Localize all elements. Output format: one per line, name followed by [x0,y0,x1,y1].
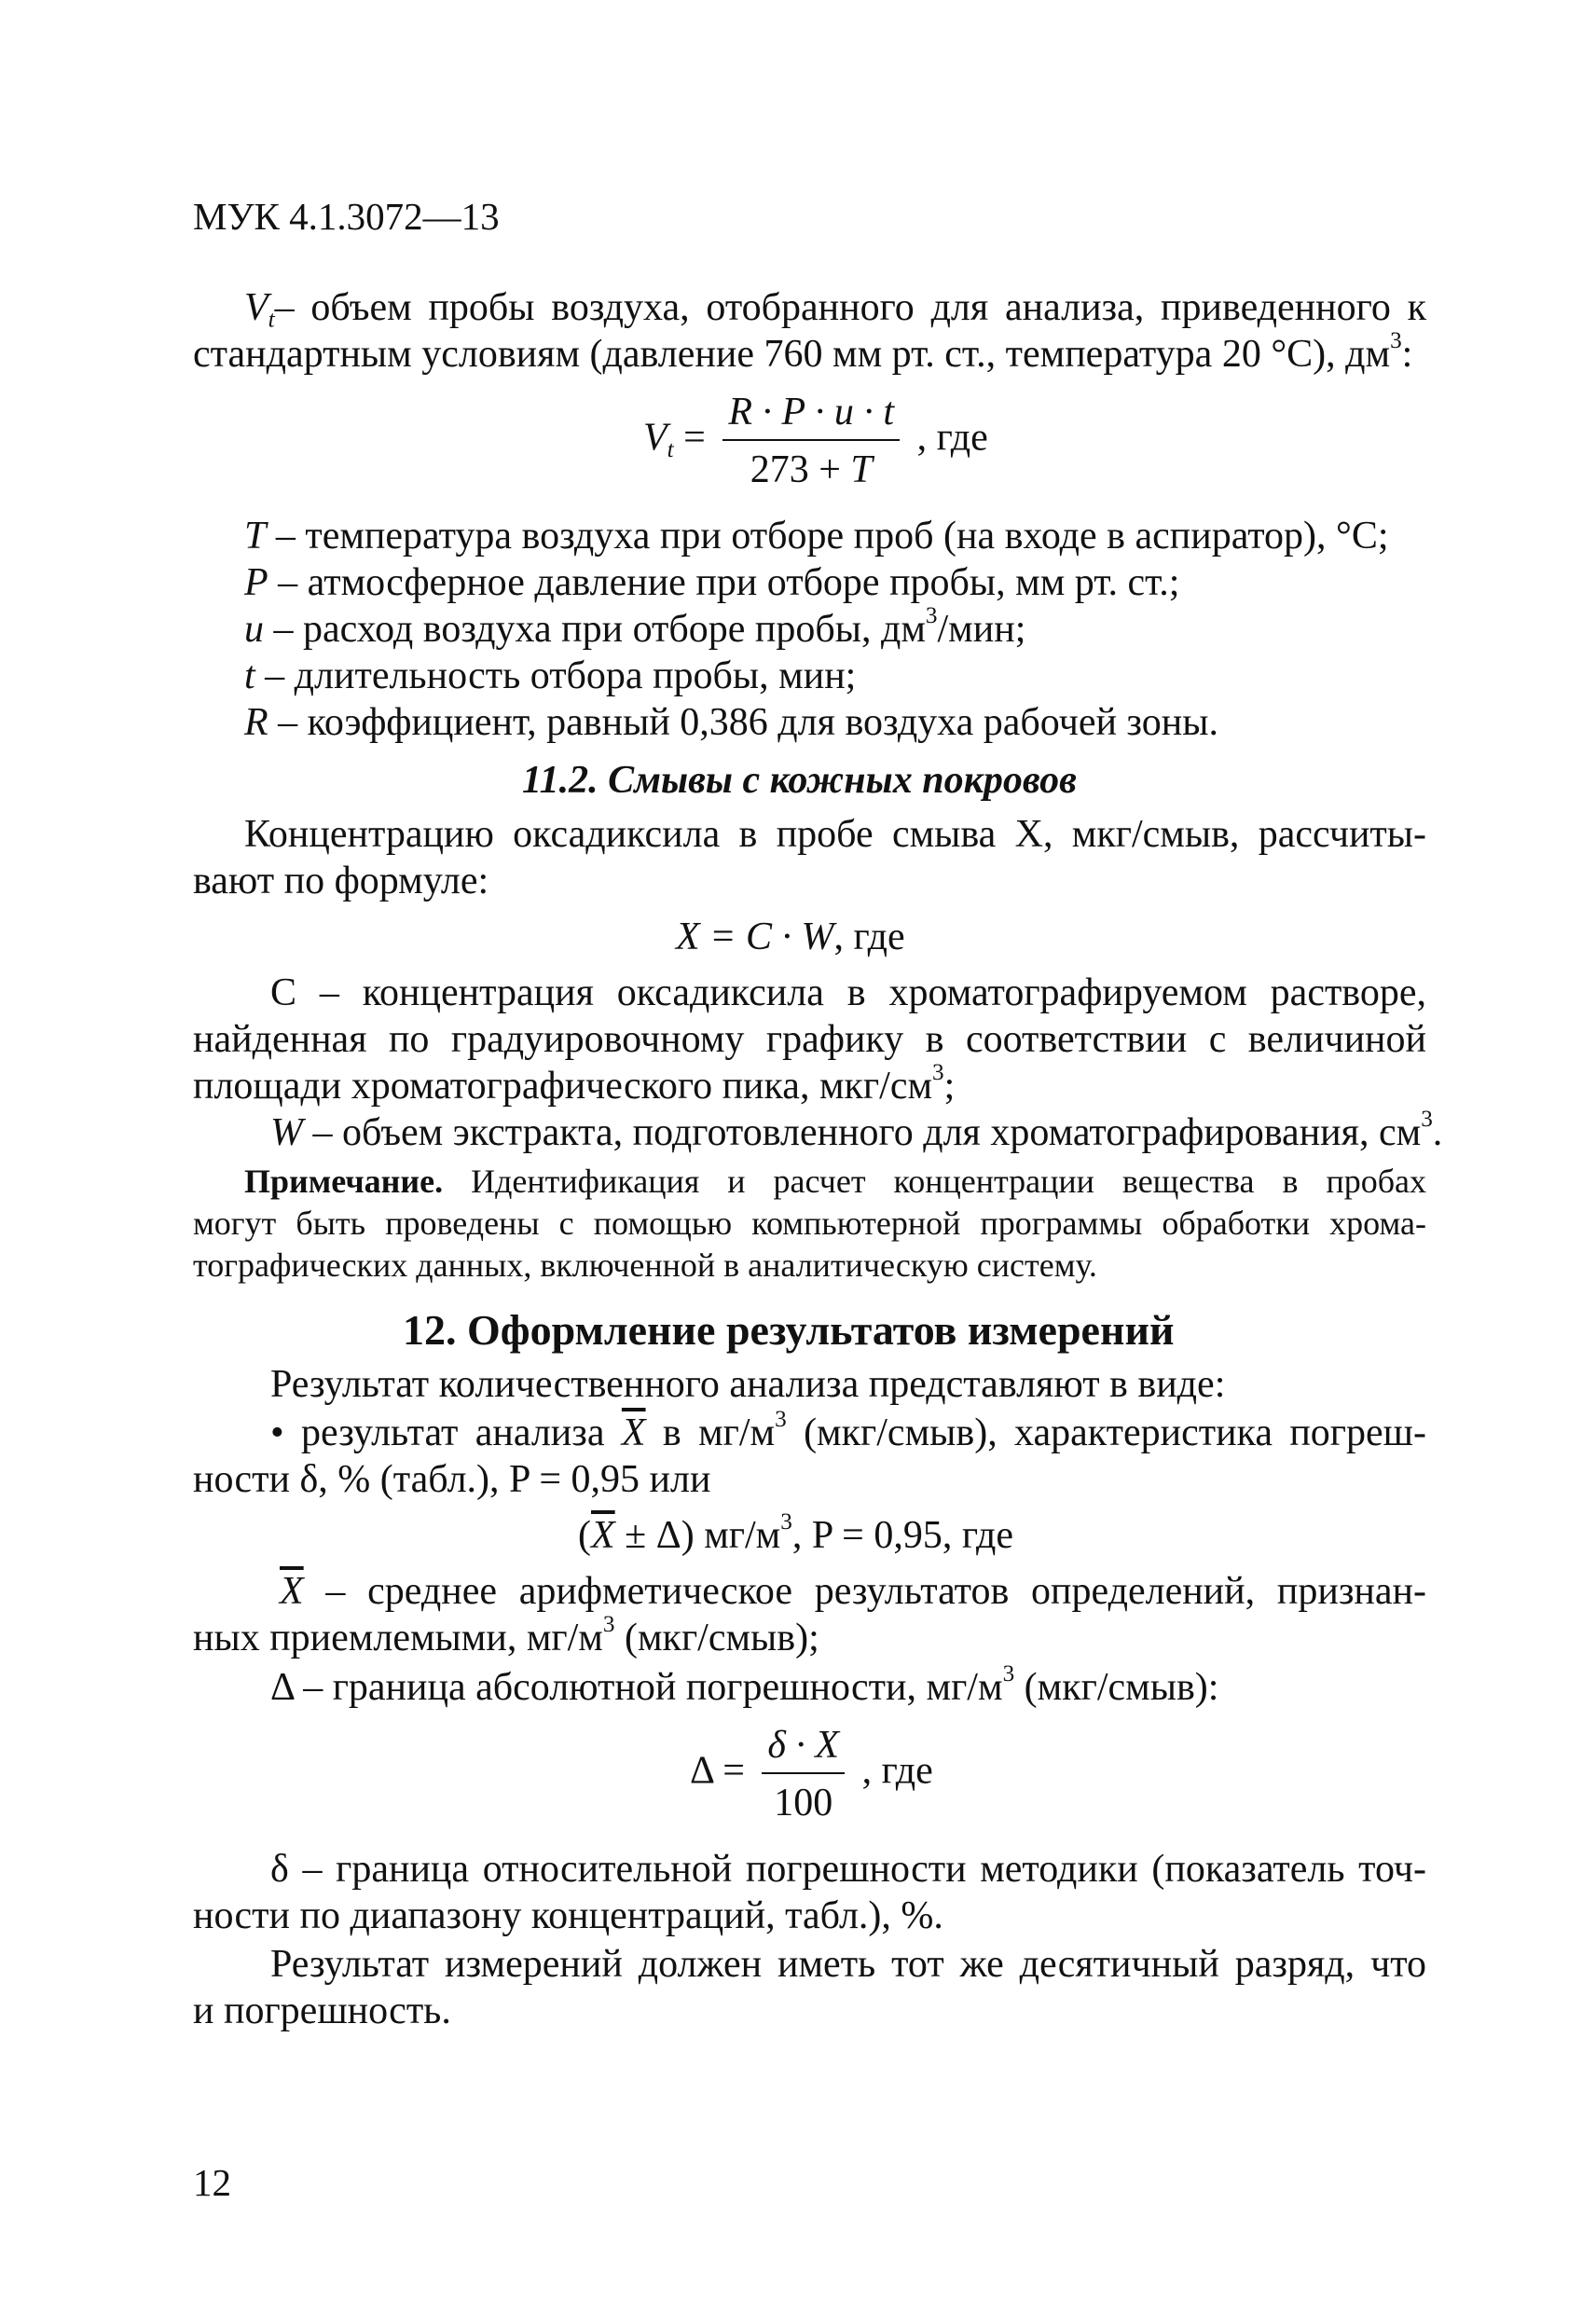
formula-vt: $V_t$ = $\frac{R \cdot P \cdot u \cdot t}{273 + T}$ , где [643,387,988,495]
formula-result: $(\overline{X} \pm \Delta)$ $мг/м^3$, P = 0,95, где [578,1508,1013,1557]
subsection-title: 11.2. Смывы с кожных покровов [522,759,1077,802]
conc-line1: Концентрацию оксадиксила в пробе смыва X, мкг/смыв, рассчиты- [244,813,1426,856]
formula-x: X = C · W, где [676,916,905,958]
var-t-lower: t – длительность отбора пробы, мин; [244,654,857,697]
w-definition: W – объем экстракта, подготовленного для хроматографирования, $см^3$. [270,1106,1443,1154]
note-line2: могут быть проведены с помощью компьютерной программы обработки хрома- [193,1205,1426,1242]
conc-line2: вают по формуле: [193,860,489,902]
var-p: P – атмосферное давление при отборе пробы, мм рт. ст.; [244,561,1180,604]
var-r: R – коэффициент, равный 0,386 для воздуха рабочей зоны. [244,701,1218,744]
formula-delta: Δ = $\frac{\delta \cdot X}{100}$ , где [690,1720,933,1828]
result-bullet-line2: ности δ, % (табл.), P = 0,95 или [193,1458,711,1501]
vt-definition-line1: $V_t-$ объем пробы воздуха, отобранного для анализа, приведенного к [244,286,1426,333]
xbar-definition-line1: $\overline{X}$ – среднее арифметическое результатов определений, признан- [280,1570,1426,1613]
page-number: 12 [193,2161,231,2204]
result-intro: Результат количественного анализа представляют в виде: [270,1363,1226,1406]
note-line1: Примечание. Идентификация и расчет концентрации вещества в пробах [244,1163,1426,1200]
vt-definition-line2: стандартным условиям (давление 760 мм рт. ст., температура 20 °С), $дм^3$: [193,327,1413,376]
c-definition-line1: C – концентрация оксадиксила в хроматографируемом растворе, [270,971,1426,1014]
deltasmall-definition-line1: δ – граница относительной погрешности методики (показатель точ- [270,1848,1426,1891]
deltasmall-definition-line2: ности по диапазону концентраций, табл.), %. [193,1894,943,1937]
document-id: МУК 4.1.3072—13 [193,195,500,238]
delta-definition: Δ – граница абсолютной погрешности, $мг/м^3$ (мкг/смыв): [270,1660,1219,1709]
c-definition-line3: площади хроматографического пика, мкг/$см^3$; [193,1059,956,1108]
formula-delta-fraction: $\frac{\delta \cdot X}{100}$ [762,1720,845,1828]
var-u: u – расход воздуха при отборе пробы, $дм^3$/мин; [244,602,1026,651]
formula-vt-fraction: $\frac{R \cdot P \cdot u \cdot t}{273 + T}$ [722,387,900,495]
final-line1: Результат измерений должен иметь тот же десятичный разряд, что [270,1943,1426,1986]
xbar-definition-line2: ных приемлемыми, $мг/м^3$ (мкг/смыв); [193,1611,819,1659]
final-line2: и погрешность. [193,1989,451,2032]
section-title: 12. Оформление результатов измерений [403,1306,1175,1354]
c-definition-line2: найденная по градуировочному графику в соответствии с величиной [193,1018,1426,1061]
note-line3: тографических данных, включенной в аналитическую систему. [193,1246,1097,1284]
result-bullet-line1: • результат анализа $\overline{X}$ в $мг/м^3$ (мкг/смыв), характеристика погреш- [270,1406,1427,1454]
var-t-upper: T – температура воздуха при отборе проб (на входе в аспиратор), °С; [244,515,1389,558]
